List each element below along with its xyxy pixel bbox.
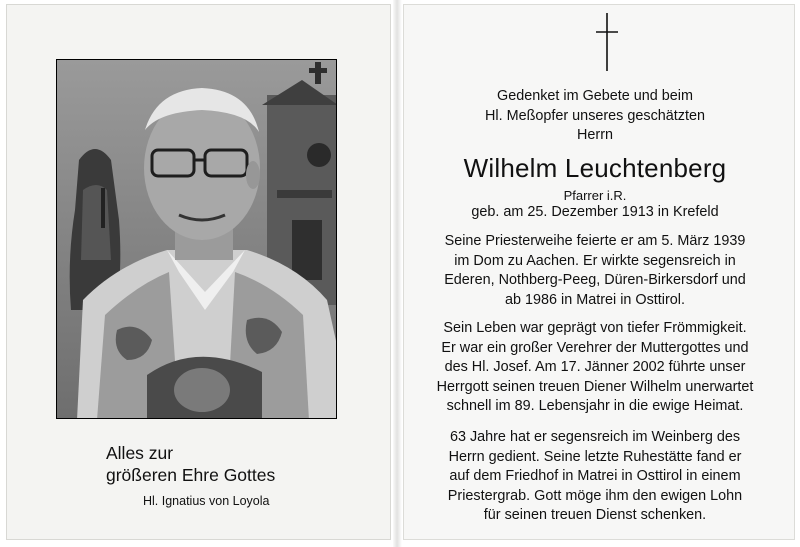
card-fold: [393, 0, 402, 547]
paragraph-line: Seine Priesterweihe feierte er am 5. März 1939: [444, 233, 746, 249]
quote-line-2: größeren Ehre Gottes: [106, 465, 276, 485]
deceased-title: Pfarrer i.R.: [563, 188, 627, 203]
paragraph-line: Herrn gedient. Seine letzte Ruhestätte fand er: [448, 448, 742, 465]
intro-text: [410, 87, 780, 146]
intro-line-3: Herrn: [577, 127, 613, 143]
paragraph-line: schnell im 89. Lebensjahr in die ewige Heimat.: [446, 398, 744, 414]
quote-line-1: Alles zur: [106, 443, 174, 463]
portrait-photo: [56, 59, 337, 419]
intro-line-1: Gedenket im Gebete und beim: [497, 88, 693, 104]
paragraph-service: [410, 428, 780, 526]
paragraph-line: 63 Jahre hat er segensreich im Weinberg des: [449, 429, 741, 445]
deceased-name: Wilhelm Leuchtenberg: [463, 153, 727, 183]
birth-line: geb. am 25. Dezember 1913 in Krefeld: [471, 204, 719, 220]
paragraph-line: auf dem Friedhof in Matrei in Osttirol in einem: [449, 468, 741, 484]
paragraph-line: Herrgott seinen treuen Diener Wilhelm unerwartet: [436, 378, 754, 395]
paragraph-line: im Dom zu Aachen. Er wirkte segensreich in: [454, 252, 736, 269]
quote-source: Hl. Ignatius von Loyola: [143, 494, 270, 508]
paragraph-line: Priestergrab. Gott möge ihm den ewigen Lohn: [447, 487, 743, 504]
paragraph-ordination: [410, 232, 780, 310]
paragraph-line: des Hl. Josef. Am 17. Jänner 2002 führte unser: [444, 359, 746, 375]
paragraph-line: Er war ein großer Verehrer der Muttergottes und: [441, 339, 749, 356]
paragraph-line: ab 1986 in Matrei in Osttirol.: [505, 291, 685, 308]
intro-line-2: Hl. Meßopfer unseres geschätzten: [485, 107, 705, 124]
paragraph-line: Ederen, Nothberg-Peeg, Düren-Birkersdorf und: [444, 272, 746, 288]
paragraph-line: für seinen treuen Dienst schenken.: [483, 507, 707, 523]
latin-cross-icon: [596, 13, 618, 73]
paragraph-life: [410, 319, 780, 417]
paragraph-line: Sein Leben war geprägt von tiefer Frömmigkeit.: [443, 320, 747, 336]
